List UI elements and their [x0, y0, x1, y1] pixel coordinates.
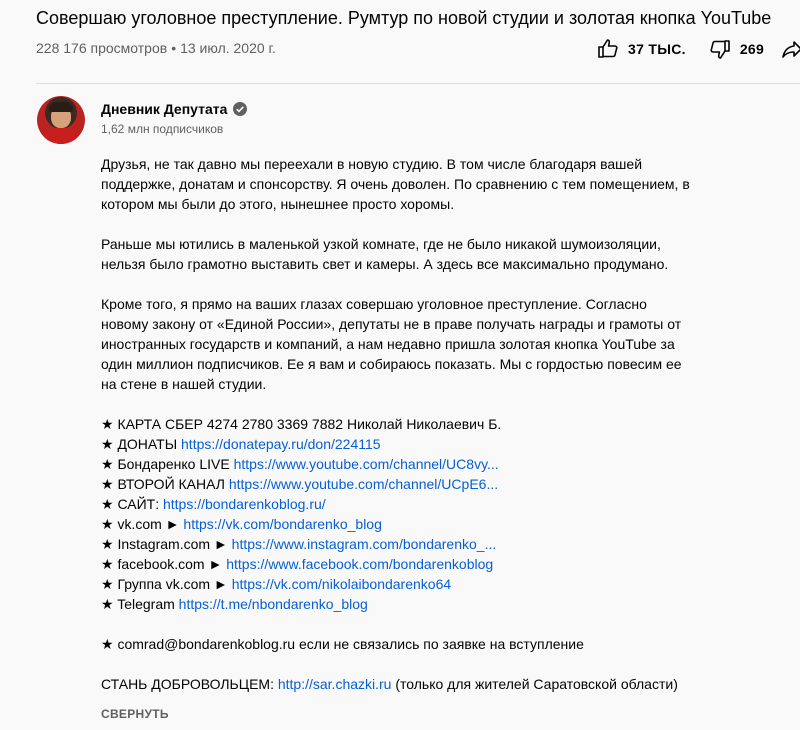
- volunteer-note: (только для жителей Саратовской области): [391, 676, 678, 692]
- link-line-vk: [101, 514, 721, 534]
- link-label: ★ Группа vk.com ►: [101, 576, 232, 592]
- site-link[interactable]: https://bondarenkoblog.ru/: [162, 496, 326, 512]
- channel-avatar[interactable]: [37, 96, 85, 144]
- vk-link[interactable]: https://vk.com/bondarenko_blog: [183, 516, 382, 532]
- channel-name-link[interactable]: Дневник Депутата: [101, 101, 228, 117]
- view-count: 228 176 просмотров: [36, 40, 168, 56]
- desc-line: иностранных государств и компаний, а нам недавно пришла золотая кнопка YouTube за: [101, 336, 675, 352]
- desc-line: Кроме того, я прямо на ваших глазах совершаю уголовное преступление. Согласно: [101, 296, 647, 312]
- upload-date: 13 июл. 2020 г.: [180, 40, 276, 56]
- verified-check-icon: [233, 102, 247, 116]
- share-icon: [780, 37, 800, 61]
- second-channel-link[interactable]: https://www.youtube.com/channel/UCpE6...: [228, 476, 499, 492]
- telegram-link[interactable]: https://t.me/nbondarenko_blog: [178, 596, 368, 612]
- like-button[interactable]: [596, 37, 686, 61]
- desc-line: Друзья, не так давно мы переехали в новую студию. В том числе благодаря вашей: [101, 156, 643, 172]
- link-line-facebook: [101, 554, 721, 574]
- thumbs-up-icon: [596, 37, 620, 61]
- link-line-telegram: [101, 594, 721, 614]
- desc-line: новому закону от «Единой России», депутаты не в праве получать награды и грамоты от: [101, 316, 682, 332]
- link-line-donate: [101, 434, 721, 454]
- section-divider: [36, 83, 800, 84]
- link-line-instagram: [101, 534, 721, 554]
- link-label: ★ facebook.com ►: [101, 556, 227, 572]
- volunteer-line: [101, 674, 721, 694]
- card-line: ★ КАРТА СБЕР 4274 2780 3369 7882 Николай Николаевич Б.: [101, 416, 502, 432]
- volunteer-label: СТАНЬ ДОБРОВОЛЬЦЕМ:: [101, 676, 278, 692]
- link-label: ★ САЙТ:: [101, 496, 163, 512]
- link-label: ★ Telegram: [101, 596, 179, 612]
- live-channel-link[interactable]: https://www.youtube.com/channel/UC8vy...: [233, 456, 499, 472]
- video-actions: [596, 37, 800, 61]
- video-title: Совершаю уголовное преступление. Румтур по новой студии и золотая кнопка YouTube: [36, 8, 772, 28]
- donate-link[interactable]: https://donatepay.ru/don/224115: [181, 436, 381, 452]
- desc-line: котором мы были до этого, нынешнее просто хоромы.: [101, 196, 455, 212]
- collapse-button[interactable]: СВЕРНУТЬ: [101, 707, 169, 721]
- thumbs-down-icon: [708, 37, 732, 61]
- share-button[interactable]: [780, 37, 800, 61]
- desc-line: Раньше мы ютились в маленькой узкой комнате, где не было никакой шумоизоляции,: [101, 236, 661, 252]
- link-line-second: [101, 474, 721, 494]
- desc-line: на стене в нашей студии.: [101, 376, 267, 392]
- instagram-link[interactable]: https://www.instagram.com/bondarenko_...: [231, 536, 497, 552]
- link-line-live: [101, 454, 721, 474]
- link-line-site: [101, 494, 721, 514]
- link-line-vk-group: [101, 574, 721, 594]
- link-label: ★ vk.com ►: [101, 516, 184, 532]
- like-count: 37 ТЫС.: [628, 41, 686, 57]
- video-description: [101, 154, 721, 694]
- volunteer-link[interactable]: http://sar.chazki.ru: [277, 676, 392, 692]
- info-separator: •: [171, 40, 177, 56]
- vk-group-link[interactable]: https://vk.com/nikolaibondarenko64: [231, 576, 452, 592]
- subscriber-count: 1,62 млн подписчиков: [101, 122, 224, 136]
- desc-line: нельзя было грамотно выставить свет и камеры. А здесь все максимально продумано.: [101, 256, 669, 272]
- desc-line: поддержке, донатам и спонсорству. Я очень доволен. По сравнению с тем помещением, в: [101, 176, 690, 192]
- dislike-button[interactable]: [708, 37, 764, 61]
- email-line: ★ comrad@bondarenkoblog.ru если не связались по заявке на вступление: [101, 636, 584, 652]
- link-label: ★ ВТОРОЙ КАНАЛ: [101, 476, 229, 492]
- video-info: [36, 38, 276, 58]
- dislike-count: 269: [739, 41, 765, 57]
- link-label: ★ ДОНАТЫ: [101, 436, 182, 452]
- link-label: ★ Бондаренко LIVE: [101, 456, 234, 472]
- facebook-link[interactable]: https://www.facebook.com/bondarenkoblog: [226, 556, 494, 572]
- link-label: ★ Instagram.com ►: [101, 536, 232, 552]
- desc-line: один миллион подписчиков. Ее я вам и собираюсь показать. Мы с гордостью повесим ее: [101, 356, 682, 372]
- channel-name-row: [101, 100, 247, 118]
